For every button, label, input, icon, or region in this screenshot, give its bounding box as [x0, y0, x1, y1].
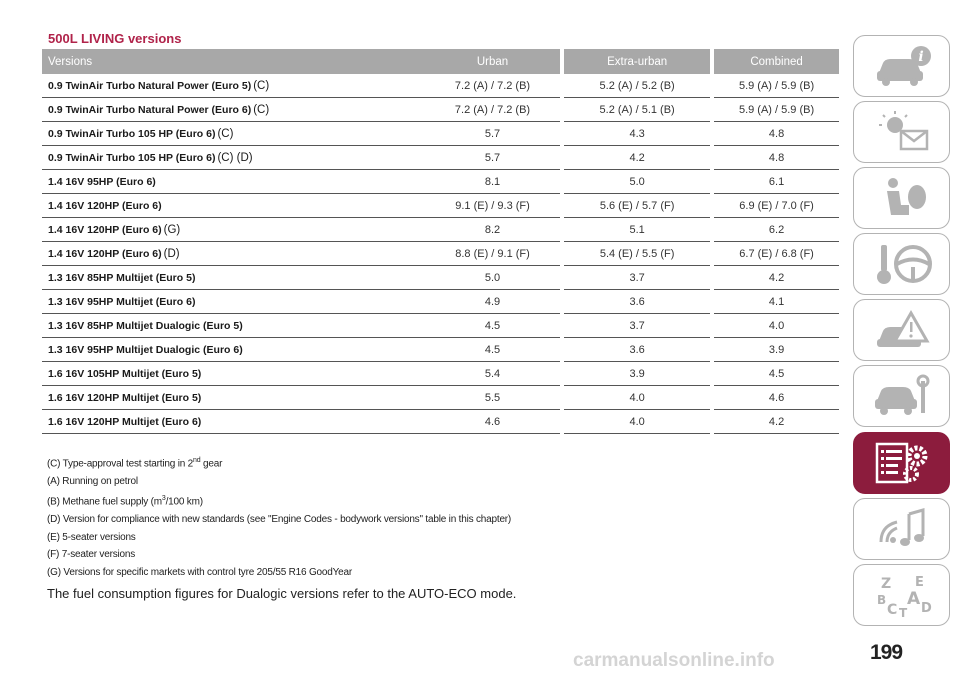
urban-value: 5.7: [425, 122, 560, 146]
version-name: 1.3 16V 85HP Multijet (Euro 5): [48, 271, 196, 284]
version-cell: [42, 338, 425, 362]
header-extra-urban: Extra-urban: [564, 49, 710, 74]
combined-value: 4.2: [714, 410, 839, 434]
svg-text:C: C: [886, 602, 897, 618]
table-row: [42, 74, 839, 98]
footnote-a: (A) Running on petrol: [47, 475, 138, 487]
extra-urban-value: 3.7: [564, 266, 710, 290]
version-name: 0.9 TwinAir Turbo Natural Power (Euro 6): [48, 103, 252, 116]
urban-value: 7.2 (A) / 7.2 (B): [425, 98, 560, 122]
urban-value: 4.9: [425, 290, 560, 314]
table-row: [42, 242, 839, 266]
svg-text:B: B: [876, 593, 886, 607]
version-name: 1.4 16V 120HP (Euro 6): [48, 223, 162, 236]
urban-value: 4.5: [425, 338, 560, 362]
extra-urban-value: 5.6 (E) / 5.7 (F): [564, 194, 710, 218]
urban-value: 9.1 (E) / 9.3 (F): [425, 194, 560, 218]
combined-value: 4.5: [714, 362, 839, 386]
watermark: carmanualsonline.info: [573, 650, 775, 671]
table-row: [42, 146, 839, 170]
car-accident-icon: [871, 307, 933, 353]
version-cell: [42, 98, 425, 122]
extra-urban-value: 4.2: [564, 146, 710, 170]
combined-value: 4.1: [714, 290, 839, 314]
version-cell: [42, 290, 425, 314]
version-name: 0.9 TwinAir Turbo 105 HP (Euro 6): [48, 127, 216, 140]
table-header-row: [42, 49, 839, 74]
combined-value: 4.6: [714, 386, 839, 410]
extra-urban-value: 3.6: [564, 338, 710, 362]
footnote-c: (C) Type-approval test starting in 2nd gear: [47, 457, 223, 470]
table-row: [42, 314, 839, 338]
combined-value: 6.1: [714, 170, 839, 194]
tab-multimedia[interactable]: [853, 498, 950, 560]
table-row: [42, 410, 839, 434]
header-urban: Urban: [425, 49, 560, 74]
urban-value: 5.4: [425, 362, 560, 386]
version-name: 0.9 TwinAir Turbo 105 HP (Euro 6): [48, 151, 216, 164]
version-name: 1.6 16V 105HP Multijet (Euro 5): [48, 367, 202, 380]
fuel-consumption-table: [42, 49, 839, 434]
version-cell: [42, 146, 425, 170]
svg-text:i: i: [917, 49, 924, 65]
extra-urban-value: 5.2 (A) / 5.2 (B): [564, 74, 710, 98]
combined-value: 5.9 (A) / 5.9 (B): [714, 74, 839, 98]
version-cell: [42, 386, 425, 410]
svg-text:A: A: [906, 589, 920, 609]
version-name: 1.6 16V 120HP Multijet (Euro 6): [48, 415, 202, 428]
version-name: 1.4 16V 120HP (Euro 6): [48, 247, 162, 260]
combined-value: 4.8: [714, 122, 839, 146]
urban-value: 4.5: [425, 314, 560, 338]
version-cell: [42, 362, 425, 386]
svg-text:Z: Z: [880, 576, 891, 592]
version-note: (C): [253, 79, 270, 92]
footnotes: [47, 452, 511, 581]
version-cell: [42, 170, 425, 194]
extra-urban-value: 5.0: [564, 170, 710, 194]
table-row: [42, 98, 839, 122]
combined-value: 4.8: [714, 146, 839, 170]
multimedia-icon: [871, 506, 933, 552]
extra-urban-value: 3.9: [564, 362, 710, 386]
version-name: 1.3 16V 95HP Multijet Dualogic (Euro 6): [48, 343, 243, 356]
tab-technical-data[interactable]: [853, 432, 950, 494]
extra-urban-value: 5.4 (E) / 5.5 (F): [564, 242, 710, 266]
version-name: 1.3 16V 85HP Multijet Dualogic (Euro 5): [48, 319, 243, 332]
urban-value: 5.7: [425, 146, 560, 170]
table-row: [42, 338, 839, 362]
section-title: 500L LIVING versions: [48, 31, 182, 46]
table-row: [42, 386, 839, 410]
version-name: 1.3 16V 95HP Multijet (Euro 6): [48, 295, 196, 308]
version-cell: [42, 218, 425, 242]
version-name: 1.4 16V 95HP (Euro 6): [48, 175, 156, 188]
footnote-d: (D) Version for compliance with new standards (see "Engine Codes - bodywork versions" table in this chapter): [47, 514, 512, 526]
combined-value: 5.9 (A) / 5.9 (B): [714, 98, 839, 122]
key-steering-wheel-icon: [871, 241, 933, 287]
tab-warning-lights[interactable]: [853, 101, 950, 163]
version-cell: [42, 122, 425, 146]
extra-urban-value: 4.0: [564, 386, 710, 410]
version-cell: [42, 410, 425, 434]
svg-text:D: D: [920, 601, 932, 616]
urban-value: 8.8 (E) / 9.1 (F): [425, 242, 560, 266]
urban-value: 5.0: [425, 266, 560, 290]
extra-urban-value: 5.1: [564, 218, 710, 242]
header-versions: Versions: [42, 49, 425, 74]
extra-urban-value: 3.7: [564, 314, 710, 338]
urban-value: 7.2 (A) / 7.2 (B): [425, 74, 560, 98]
seat-airbag-icon: [871, 175, 933, 221]
urban-value: 8.2: [425, 218, 560, 242]
combined-value: 6.9 (E) / 7.0 (F): [714, 194, 839, 218]
svg-text:T: T: [898, 606, 907, 618]
tab-seat-airbag[interactable]: [853, 167, 950, 229]
version-name: 1.4 16V 120HP (Euro 6): [48, 199, 162, 212]
version-cell: [42, 74, 425, 98]
index-icon: [871, 572, 933, 618]
tab-car-maintenance[interactable]: [853, 365, 950, 427]
table-row: [42, 122, 839, 146]
urban-value: 5.5: [425, 386, 560, 410]
version-note: (G): [163, 223, 181, 236]
table-row: [42, 266, 839, 290]
extra-urban-value: 4.0: [564, 410, 710, 434]
footnote-b: (B) Methane fuel supply ($m^3/100$ km): [47, 495, 203, 508]
version-cell: [42, 242, 425, 266]
combined-value: 4.2: [714, 266, 839, 290]
combined-value: 6.2: [714, 218, 839, 242]
version-cell: [42, 314, 425, 338]
version-note: (D): [163, 247, 180, 260]
extra-urban-value: 3.6: [564, 290, 710, 314]
version-cell: [42, 194, 425, 218]
tab-index[interactable]: [853, 564, 950, 626]
version-note: (C) (D): [217, 151, 253, 164]
footnote-f: (F) 7-seater versions: [47, 549, 136, 561]
version-note: (C): [253, 103, 270, 116]
tab-key-steering[interactable]: [853, 233, 950, 295]
footer-note: The fuel consumption figures for Dualogic versions refer to the AUTO-ECO mode.: [47, 586, 517, 601]
extra-urban-value: 5.2 (A) / 5.1 (B): [564, 98, 710, 122]
tab-car-accident[interactable]: [853, 299, 950, 361]
table-row: [42, 218, 839, 242]
tab-car-info[interactable]: [853, 35, 950, 97]
table-row: [42, 290, 839, 314]
combined-value: 6.7 (E) / 6.8 (F): [714, 242, 839, 266]
table-row: [42, 170, 839, 194]
car-info-icon: [871, 43, 933, 89]
combined-value: 3.9: [714, 338, 839, 362]
extra-urban-value: 4.3: [564, 122, 710, 146]
combined-value: 4.0: [714, 314, 839, 338]
table-row: [42, 194, 839, 218]
urban-value: 8.1: [425, 170, 560, 194]
footnote-g: (G) Versions for specific markets with control tyre 205/55 R16 GoodYear: [47, 566, 353, 578]
urban-value: 4.6: [425, 410, 560, 434]
version-name: 0.9 TwinAir Turbo Natural Power (Euro 5): [48, 79, 252, 92]
svg-text:E: E: [914, 575, 924, 590]
version-cell: [42, 266, 425, 290]
version-note: (C): [217, 127, 234, 140]
table-row: [42, 362, 839, 386]
warning-lights-icon: [871, 109, 933, 155]
version-name: 1.6 16V 120HP Multijet (Euro 5): [48, 391, 202, 404]
car-maintenance-icon: [871, 373, 933, 419]
technical-data-icon: [871, 440, 933, 486]
page-number: 199: [870, 641, 903, 664]
footnote-e: (E) 5-seater versions: [47, 531, 136, 543]
header-combined: Combined: [714, 49, 839, 74]
